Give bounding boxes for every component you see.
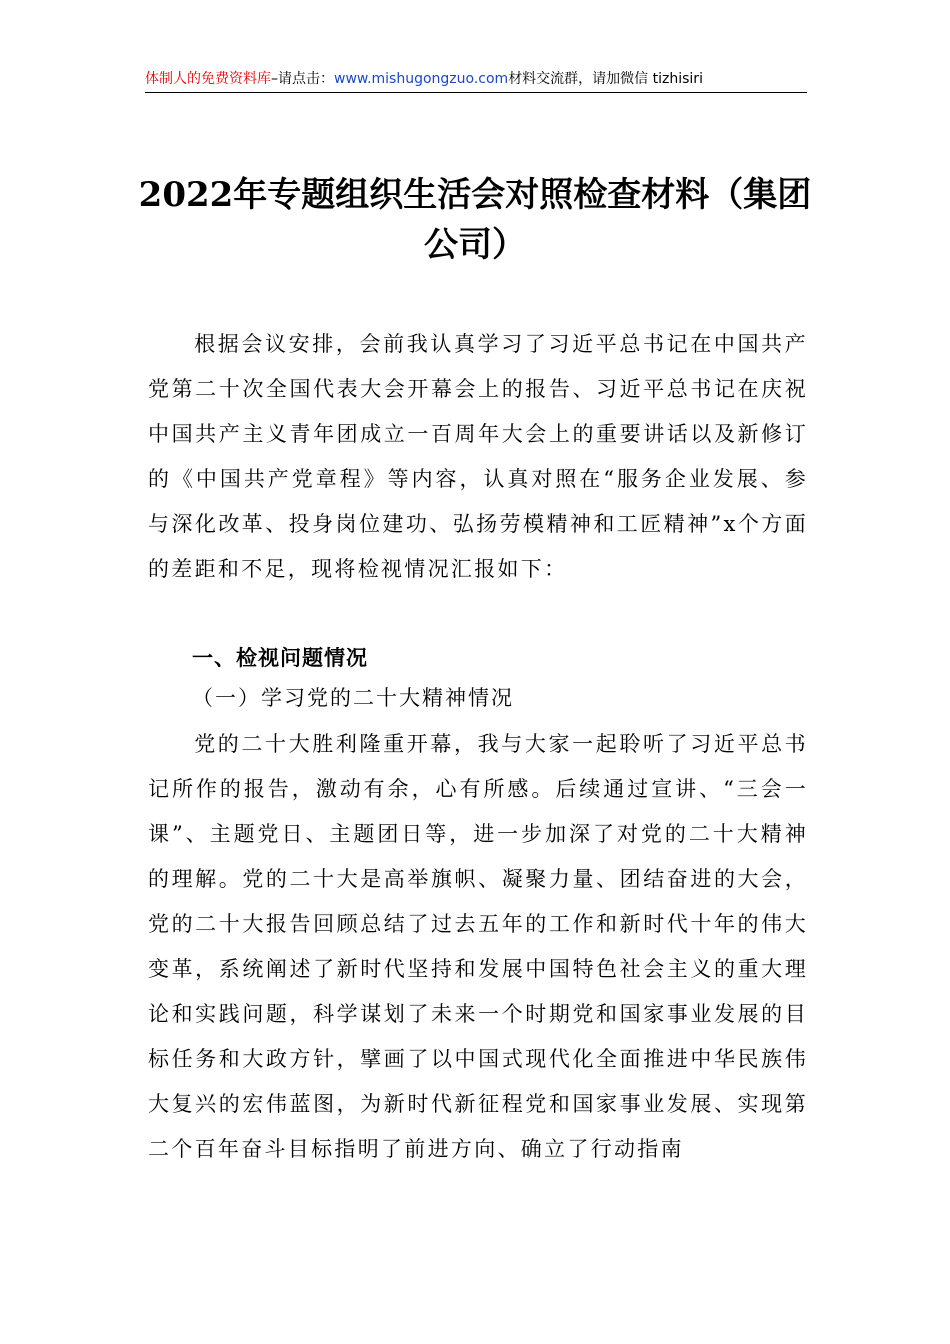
header-url-link[interactable]: www.mishugongzuo.com (334, 71, 509, 87)
section-heading: 一、检视问题情况 (192, 646, 368, 670)
document-title: 2022年专题组织生活会对照检查材料（集团公司） (138, 175, 812, 265)
intro-paragraph: 根据会议安排，会前我认真学习了习近平总书记在中国共产党第二十次全国代表大会开幕会上的报告、习近平总书记在庆祝中国共产主义青年团成立一百周年大会上的重要讲话以及新修订的《中国共产党章程》等内容，认真对照在“服务企业发展、参与深化改革、投身岗位建功、弘扬劳模精神和工匠精神”x个方面的差距和不足，现将检视情况汇报如下： (148, 332, 808, 581)
subsection-paragraph: 党的二十大胜利隆重开幕，我与大家一起聆听了习近平总书记所作的报告，激动有余，心有所感。后续通过宣讲、“三会一课”、主题党日、主题团日等，进一步加深了对党的二十大精神的理解。党的二十大是高举旗帜、凝聚力量、团结奋进的大会，党的二十大报告回顾总结了过去五年的工作和新时代十年的伟大变革，系统阐述了新时代坚持和发展中国特色社会主义的重大理论和实践问题，科学谋划了未来一个时期党和国家事业发展的目标任务和大政方针，擘画了以中国式现代化全面推进中华民族伟大复兴的宏伟蓝图，为新时代新征程党和国家事业发展、实现第二个百年奋斗目标指明了前进方向、确立了行动指南 (148, 732, 808, 1161)
header-contact: 材料交流群，请加微信 tizhisiri (508, 71, 703, 87)
subsection-heading: （一）学习党的二十大精神情况 (192, 686, 514, 710)
page-header (145, 66, 807, 93)
header-site-name: 体制人的免费资料库 (145, 71, 271, 87)
header-prompt: –请点击： (271, 71, 334, 87)
